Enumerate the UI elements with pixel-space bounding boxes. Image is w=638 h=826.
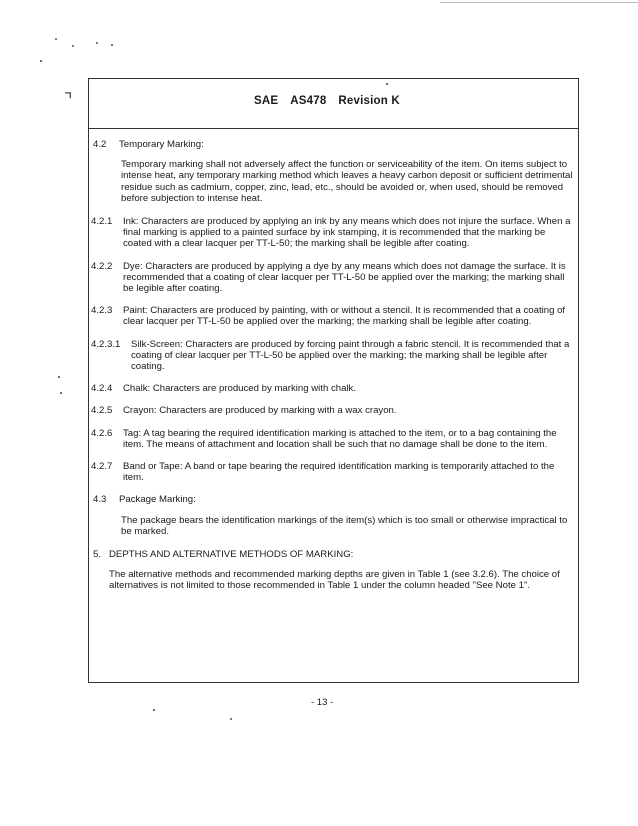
- section-number: 4.2.6: [91, 427, 113, 439]
- margin-bracket-mark: ⌝: [64, 90, 73, 111]
- section-paragraph: The package bears the identification markings of the item(s) which is too small or otherwise impractical to be marked.: [121, 514, 568, 537]
- section-title: DEPTHS AND ALTERNATIVE METHODS OF MARKING:: [109, 549, 354, 561]
- section-paragraph: Crayon: Characters are produced by marking with a wax crayon.: [123, 405, 397, 417]
- section-paragraph: Paint: Characters are produced by painting, with or without a stencil. It is recommended that a coating of clear lacquer per TT-L-50 be applied over the marking; the marking shall be legible after coating.: [123, 305, 566, 328]
- section-number: 4.3: [93, 494, 107, 506]
- section-number: 4.2.2: [91, 260, 113, 272]
- scan-speck: [60, 392, 62, 394]
- section-4-2-3: [93, 305, 575, 327]
- scan-edge-line: [440, 2, 638, 3]
- section-number: 4.2.5: [91, 405, 113, 417]
- header-revision: Revision K: [338, 95, 400, 107]
- section-paragraph: Tag: A tag bearing the required identification marking is attached to the item, or to a bag containing the item. The means of attachment and location shall be such that no damage shall be done to the item.: [123, 427, 557, 450]
- section-number: 4.2.3: [91, 305, 113, 317]
- section-4-2-5: [93, 405, 575, 416]
- section-4-2-1: [93, 216, 575, 250]
- document-frame: [88, 78, 579, 683]
- page-number: - 13 -: [311, 697, 334, 708]
- section-paragraph: Silk-Screen: Characters are produced by forcing paint through a fabric stencil. It is recommended that a coating of clear lacquer per TT-L-50 be applied over the marking; the marking shall be legible after coating.: [131, 338, 570, 373]
- scan-speck: [230, 718, 232, 720]
- scan-speck: [55, 38, 57, 40]
- section-4-2-3-1: [93, 339, 575, 373]
- section-number: 5.: [93, 549, 102, 561]
- section-number: 4.2.1: [91, 216, 113, 228]
- section-paragraph: Temporary marking shall not adversely affect the function or serviceability of the item. On items subject to intense heat, any temporary marking method which leaves a heavy carbon deposit or sufficient detrimental residue such as cadmium, copper, zinc, lead, etc., should be avoided or, when used, should be removed before subjection to intense heat.: [121, 159, 573, 204]
- section-4-2-6: [93, 428, 575, 450]
- section-4-2-7: [93, 461, 575, 483]
- header-org: SAE: [254, 95, 279, 107]
- scan-speck: [58, 376, 60, 378]
- section-title: Temporary Marking:: [119, 139, 204, 150]
- scan-speck: [153, 709, 155, 711]
- header-doc-number: AS478: [290, 95, 327, 107]
- section-4-3: [93, 494, 575, 537]
- section-paragraph: Ink: Characters are produced by applying an ink by any means which does not injure the surface. When a final marking is applied to a painted surface by ink stamping, it is recommended that the marking be coated with a clear lacquer per TT-L-50; the marking shall be legible after coating.: [123, 216, 571, 250]
- section-title: Package Marking:: [119, 494, 196, 506]
- document-body: [93, 139, 575, 604]
- section-4-2: [93, 139, 575, 204]
- scan-speck: [72, 45, 74, 47]
- section-4-2-4: [93, 383, 575, 394]
- scan-speck: [96, 42, 98, 44]
- section-number: 4.2.4: [91, 383, 113, 395]
- section-4-2-2: [93, 261, 575, 295]
- section-number: 4.2.3.1: [91, 338, 121, 350]
- scan-speck: [111, 44, 113, 46]
- section-paragraph: Dye: Characters are produced by applying a dye by any means which does not damage the surface. It is recommended that a coating of clear lacquer per TT-L-50 be applied over the marking; the marking shall be legible after coating.: [123, 260, 566, 295]
- section-number: 4.2: [93, 139, 107, 150]
- section-number: 4.2.7: [91, 461, 113, 473]
- scan-speck: [40, 60, 42, 62]
- section-5: [93, 549, 575, 592]
- page-header: [89, 79, 578, 129]
- section-paragraph: The alternative methods and recommended marking depths are given in Table 1 (see 3.2.6). The choice of alternatives is not limited to those recommended in Table 1 under the column headed "See Note 1".: [109, 569, 560, 592]
- section-paragraph: Chalk: Characters are produced by marking with chalk.: [123, 383, 357, 395]
- header-title: [254, 95, 412, 107]
- section-paragraph: Band or Tape: A band or tape bearing the required identification marking is temporarily attached to the item.: [123, 461, 555, 484]
